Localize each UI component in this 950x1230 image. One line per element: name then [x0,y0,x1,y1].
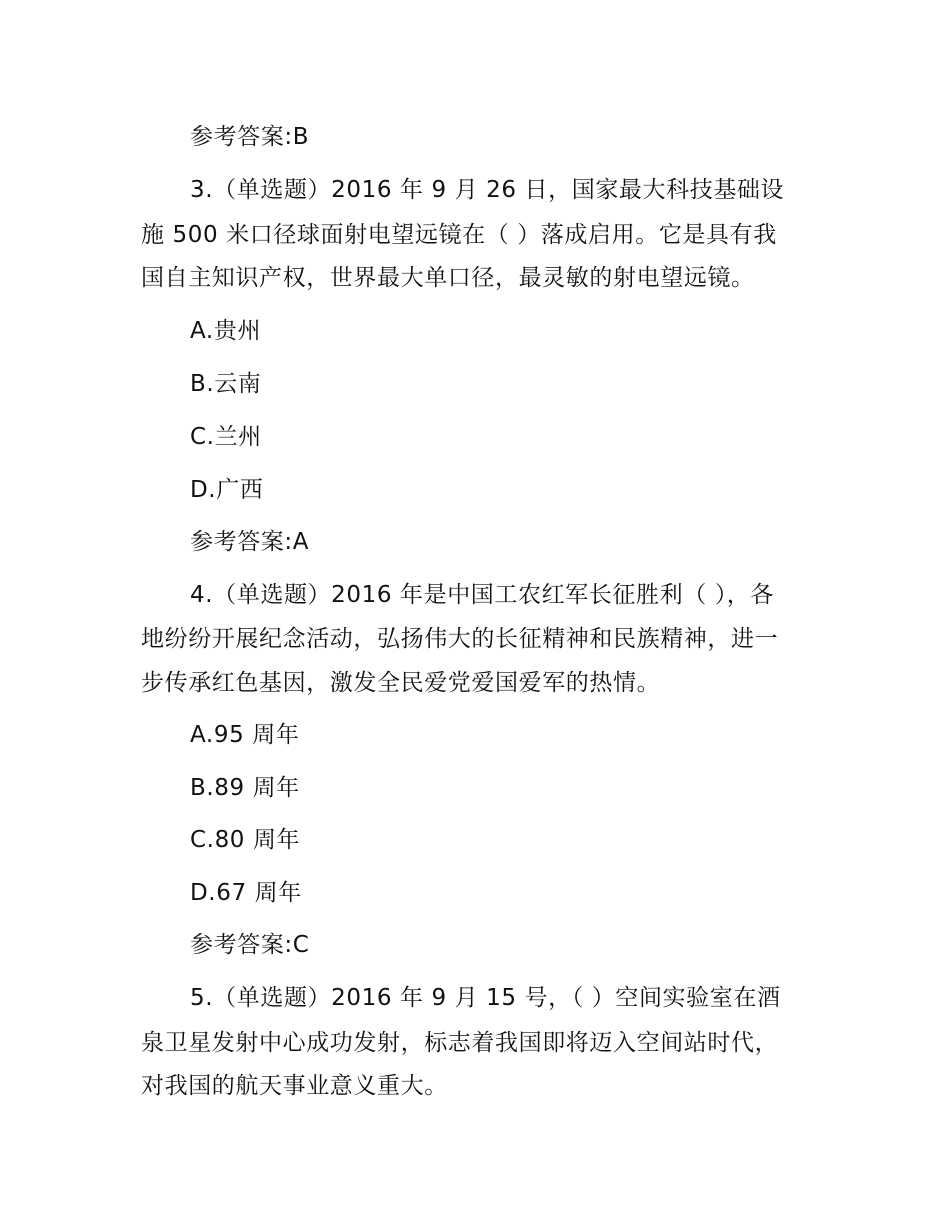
question-3-stem-line-3: 国自主知识产权，世界最大单口径，最灵敏的射电望远镜。 [141,265,755,291]
question-3-stem-line-2: 施 500 米口径球面射电望远镜在（ ）落成启用。它是具有我 [141,222,777,248]
question-4-option-a: A.95 周年 [190,722,300,748]
question-5-stem-line-3: 对我国的航天事业意义重大。 [141,1073,448,1099]
question-3-option-c: C.兰州 [190,424,262,450]
question-4-stem-line-3: 步传承红色基因，激发全民爱党爱国爱军的热情。 [141,670,661,696]
answer-q4: 参考答案:C [190,932,310,958]
question-4-stem-line-1: 4.（单选题）2016 年是中国工农红军长征胜利（ ），各 [190,582,774,608]
answer-q2: 参考答案:B [190,124,310,150]
question-4-stem-line-2: 地纷纷开展纪念活动，弘扬伟大的长征精神和民族精神，进一 [141,626,779,652]
question-4-option-b: B.89 周年 [190,775,300,801]
question-5-stem-line-2: 泉卫星发射中心成功发射，标志着我国即将迈入空间站时代， [141,1030,779,1056]
question-3-option-a: A.贵州 [190,318,262,344]
question-3-option-d: D.广西 [190,477,264,503]
answer-q3: 参考答案:A [190,529,310,555]
question-4-option-d: D.67 周年 [190,880,302,906]
question-3-option-b: B.云南 [190,371,262,397]
question-5-stem-line-1: 5.（单选题）2016 年 9 月 15 号，（ ）空间实验室在酒 [190,985,781,1011]
question-3-stem-line-1: 3.（单选题）2016 年 9 月 26 日，国家最大科技基础设 [190,177,785,203]
question-4-option-c: C.80 周年 [190,827,301,853]
